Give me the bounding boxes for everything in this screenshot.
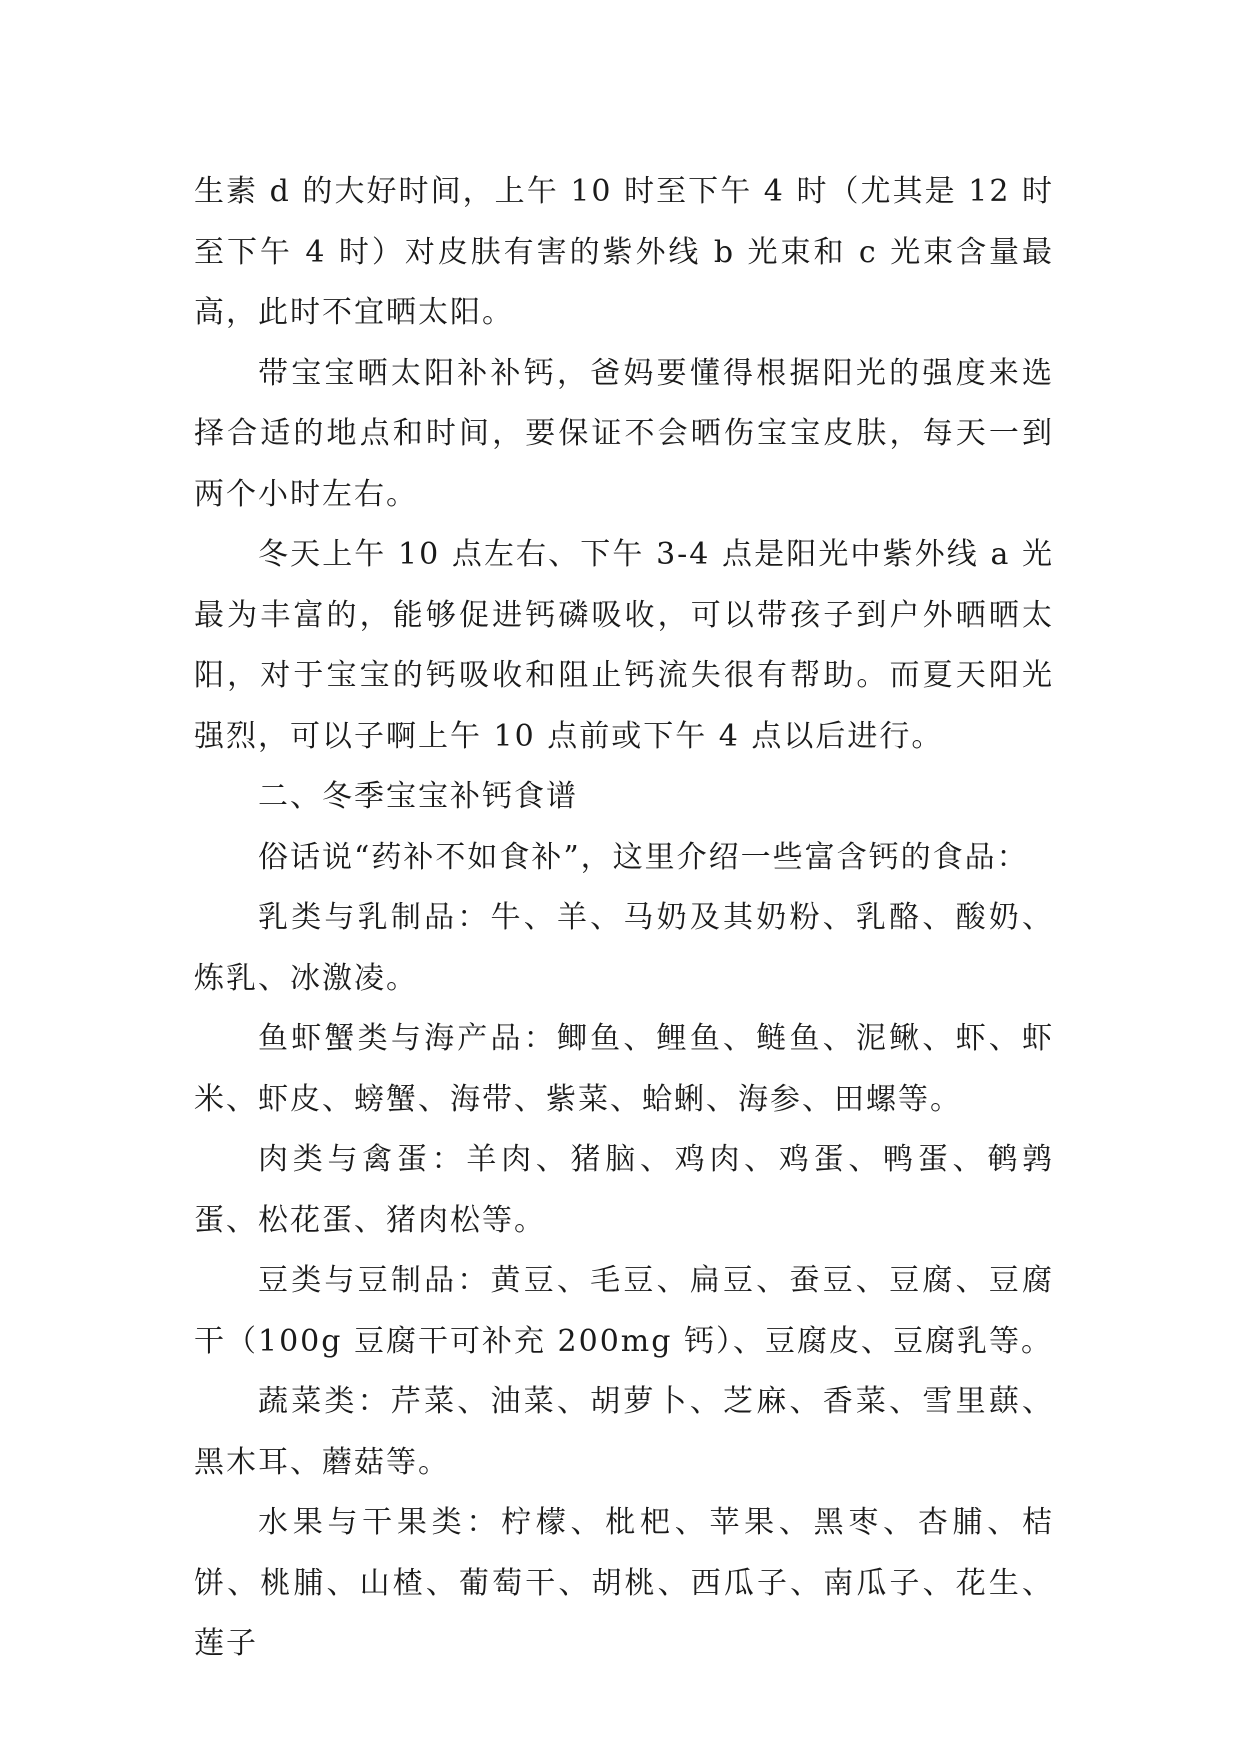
document-body: [194, 162, 1054, 1675]
paragraph-fruits: 水果与干果类：柠檬、枇杷、苹果、黑枣、杏脯、桔饼、桃脯、山楂、葡萄干、胡桃、西瓜子、南瓜子、花生、莲子: [194, 1505, 1054, 1661]
section-heading: 二、冬季宝宝补钙食谱: [258, 779, 578, 814]
paragraph-dairy: 乳类与乳制品：牛、羊、马奶及其奶粉、乳酪、酸奶、炼乳、冰激凌。: [194, 900, 1054, 996]
paragraph-vegetables: 蔬菜类：芹菜、油菜、胡萝卜、芝麻、香菜、雪里蕻、黑木耳、蘑菇等。: [194, 1384, 1054, 1480]
paragraph-beans: 豆类与豆制品：黄豆、毛豆、扁豆、蚕豆、豆腐、豆腐干（100g 豆腐干可补充 200mg 钙）、豆腐皮、豆腐乳等。: [194, 1263, 1054, 1359]
paragraph-intro: 俗话说“药补不如食补”，这里介绍一些富含钙的食品：: [258, 839, 1029, 875]
paragraph-1: 生素 d 的大好时间，上午 10 时至下午 4 时（尤其是 12 时至下午 4 时）对皮肤有害的紫外线 b 光束和 c 光束含量最高，此时不宜晒太阳。: [194, 174, 1054, 330]
paragraph-seafood: 鱼虾蟹类与海产品：鲫鱼、鲤鱼、鲢鱼、泥鳅、虾、虾米、虾皮、螃蟹、海带、紫菜、蛤蜊、海参、田螺等。: [194, 1021, 1054, 1117]
paragraph-2: 带宝宝晒太阳补补钙，爸妈要懂得根据阳光的强度来选择合适的地点和时间，要保证不会晒伤宝宝皮肤，每天一到两个小时左右。: [194, 355, 1054, 512]
paragraph-meat-eggs: 肉类与禽蛋：羊肉、猪脑、鸡肉、鸡蛋、鸭蛋、鹌鹑蛋、松花蛋、猪肉松等。: [194, 1142, 1054, 1238]
paragraph-3: 冬天上午 10 点左右、下午 3-4 点是阳光中紫外线 a 光最为丰富的，能够促进钙磷吸收，可以带孩子到户外晒晒太阳，对于宝宝的钙吸收和阻止钙流失很有帮助。而夏天阳光强烈，可以子啊上午 10 点前或下午 4 点以后进行。: [194, 537, 1054, 754]
